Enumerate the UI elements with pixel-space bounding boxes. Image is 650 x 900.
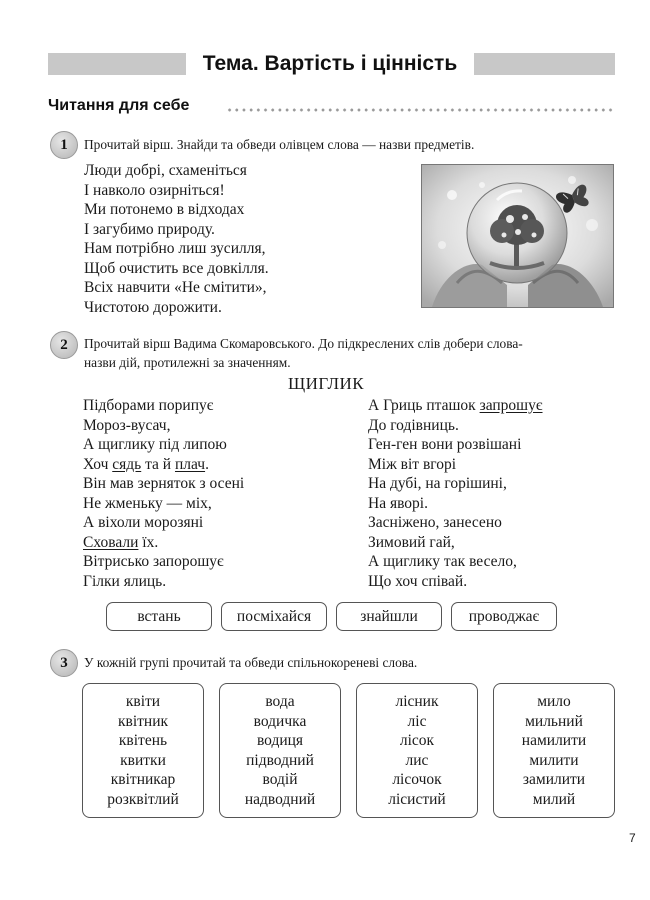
poem-line: А щиглику під липою: [83, 436, 227, 453]
poem-text: .: [205, 455, 209, 473]
group-word: лісник: [395, 693, 439, 710]
group-word: квітникар: [110, 771, 176, 789]
poem-line: А віхоли морозяні: [83, 514, 204, 531]
word-box-escorts: проводжає: [451, 602, 557, 631]
poem-line: На дубі, на горішині,: [368, 475, 507, 492]
group-word: квітник: [117, 712, 169, 730]
task-2-instruction-line-1: Прочитай вірш Вадима Скомаровського. До підкреслених слів добери слова-: [84, 336, 523, 351]
hands-globe-photo: [421, 164, 614, 308]
poem-line: Ген-ген вони розвішані: [368, 436, 522, 453]
poem-line: Чистотою дорожити.: [84, 298, 222, 316]
group-word: підводний: [246, 751, 314, 769]
group-word: ліс: [407, 712, 427, 730]
word-group-1: [82, 683, 204, 818]
group-word: лісистий: [388, 790, 446, 808]
task-2-number: 2: [50, 331, 78, 359]
poem-line: Він мав зерняток з осені: [83, 475, 245, 492]
word-box-smile: посміхайся: [221, 602, 327, 631]
dotted-divider: [226, 108, 616, 112]
word-box-found: знайшли: [336, 602, 442, 631]
group-word: розквітлий: [107, 790, 179, 808]
poem-text: їх.: [138, 533, 159, 551]
poem-line: Гілки ялиць.: [83, 572, 167, 590]
poem-line: На яворі.: [368, 494, 428, 512]
poem-line: Вітрисько запорошує: [83, 553, 224, 570]
poem-line: Не жменьку — міх,: [83, 494, 212, 512]
group-word: милити: [529, 751, 579, 769]
poem-text: та й: [141, 455, 175, 473]
word-group-4: [493, 683, 615, 818]
group-word: лісок: [399, 732, 435, 750]
group-word: квіти: [125, 693, 161, 710]
group-word: лис: [405, 751, 429, 769]
poem-title: ЩИГЛИК: [288, 374, 365, 393]
poem-line: Підборами порипує: [83, 397, 214, 414]
word-box-stand-up: встань: [106, 602, 212, 631]
poem-line: Ми потонемо в відходах: [84, 201, 245, 218]
group-word: надводний: [244, 790, 316, 808]
task-1-number: 1: [50, 131, 78, 159]
underlined-word: Сховали: [83, 533, 139, 551]
group-word: водій: [262, 771, 298, 789]
group-word: квитки: [120, 751, 166, 769]
group-word: лісочок: [392, 771, 442, 789]
task-2-poem-left-column: [83, 396, 244, 591]
poem-line: До годівниць.: [368, 416, 459, 434]
underlined-word: сядь: [112, 455, 142, 473]
poem-line: Всіх навчити «Не смітити»,: [84, 279, 267, 296]
page-number: 7: [629, 831, 636, 845]
poem-line: Між віт вгорі: [368, 455, 457, 473]
poem-line: Що хоч співай.: [368, 572, 468, 590]
page-title: Тема. Вартість і цінність: [186, 48, 474, 80]
poem-line: Зимовий гай,: [368, 533, 455, 551]
group-word: мило: [537, 693, 571, 710]
word-group-3: [356, 683, 478, 818]
poem-line: [83, 533, 244, 553]
poem-text: А Гриць пташок: [368, 397, 480, 414]
poem-line: Щоб очистить все довкілля.: [84, 259, 269, 277]
group-word: милий: [532, 790, 576, 808]
underlined-word: запрошує: [479, 397, 543, 414]
group-word: водиця: [256, 732, 304, 750]
poem-text: Хоч: [83, 455, 113, 473]
task-2-instruction-line-2: назви дій, протилежні за значенням.: [84, 355, 291, 370]
poem-line: І загубимо природу.: [84, 220, 215, 238]
task-3-instruction: У кожній групі прочитай та обведи спільнокореневі слова.: [84, 655, 418, 670]
word-group-2: [219, 683, 341, 818]
group-word: вода: [265, 693, 295, 710]
task-2-instruction: [84, 334, 619, 372]
task-1-instruction: Прочитай вірш. Знайди та обведи олівцем слова — назви предметів.: [84, 137, 475, 152]
group-word: мильний: [525, 712, 583, 730]
section-heading: Читання для себе: [48, 97, 190, 114]
poem-line: Нам потрібно лиш зусилля,: [84, 240, 266, 257]
poem-line: Мороз-вусач,: [83, 416, 171, 434]
task-3-number: 3: [50, 649, 78, 677]
task-1-poem: [84, 161, 269, 317]
poem-line: А щиглику так весело,: [368, 553, 517, 570]
group-word: водичка: [253, 712, 307, 730]
task-2-poem-right-column: [368, 396, 543, 591]
group-word: замилити: [522, 771, 586, 789]
poem-line: [83, 455, 244, 475]
poem-line: І навколо озирніться!: [84, 181, 225, 199]
poem-line: Люди добрі, схаменіться: [84, 162, 247, 179]
poem-line: [368, 396, 543, 416]
group-word: намилити: [521, 732, 587, 750]
underlined-word: плач: [174, 455, 206, 473]
poem-line: Засніжено, занесено: [368, 514, 502, 531]
group-word: квітень: [118, 732, 168, 750]
